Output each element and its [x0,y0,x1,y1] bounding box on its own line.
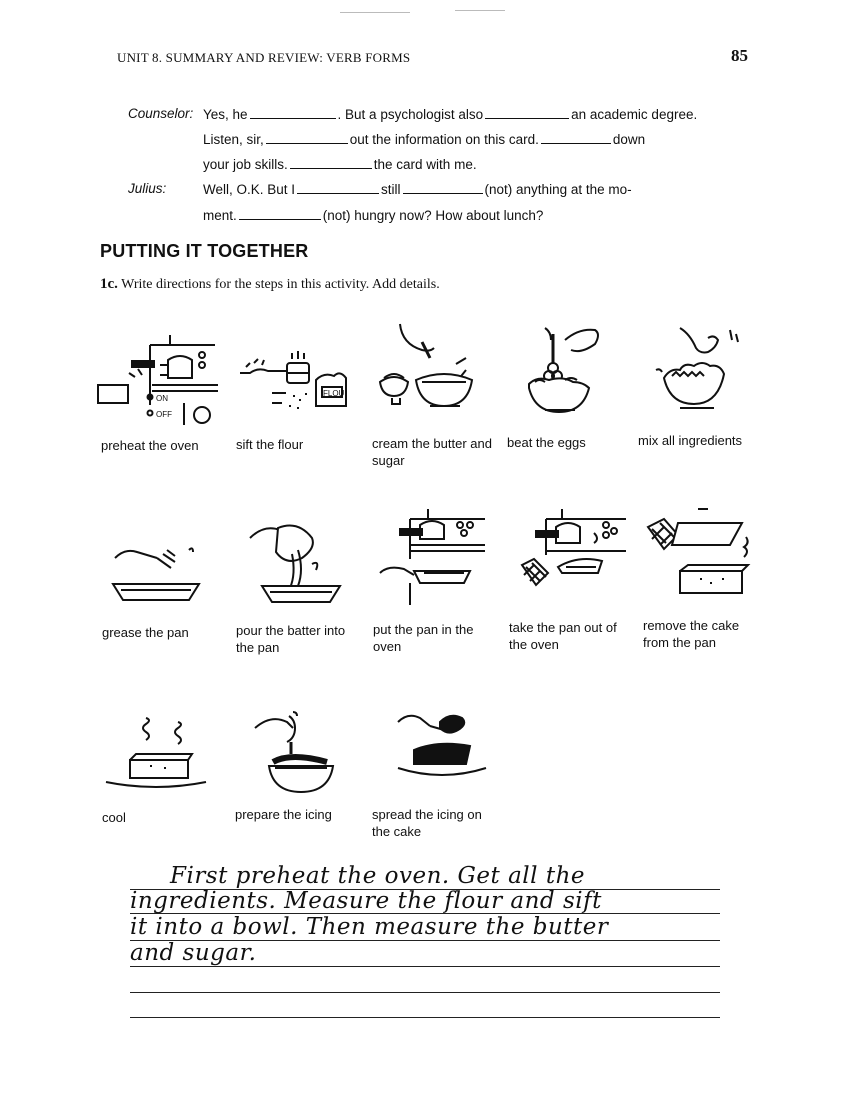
dialogue-line-1 [203,106,697,122]
steaming-cake-icon [100,712,210,792]
text: ment. [203,208,237,223]
blank [290,156,372,169]
step-caption: beat the eggs [507,435,586,450]
step-caption: put the pan in the oven [373,622,474,654]
speaker-counselor: Counselor: [128,106,194,121]
handwritten-answer-line-1: First preheat the oven. Get all the [170,863,585,889]
pouring-bowl-icon [240,520,350,610]
text: Yes, he [203,107,248,122]
cake-icon [640,505,760,605]
text: Listen, sir, [203,132,264,147]
dialogue-line-5 [203,207,543,223]
step-caption: spread the icing on the cake [372,807,482,839]
mixing-bowl-icon [372,320,482,415]
scan-mark [340,12,410,13]
text: out the information on this card. [349,132,539,147]
text: Well, O.K. But I [203,182,296,197]
step-caption: sift the flour [236,437,304,452]
blank [266,131,348,144]
oven-on-label: ON [156,394,168,403]
exercise-number: 1c. [100,276,118,292]
text: still [381,182,401,197]
oven-off-label: OFF [156,410,172,419]
page-number: 85 [731,46,748,65]
exercise-instructions [100,276,440,293]
text: . But a psychologist also [337,107,484,122]
speaker-julius: Julius: [128,181,167,196]
handwritten-answer-line-3: it into a bowl. Then measure the butter [130,914,609,940]
blank [403,181,483,194]
oven-icon [90,325,220,430]
step-caption: preheat the oven [101,438,199,453]
scan-mark [455,10,505,11]
dialogue-line-3 [203,156,477,172]
sifter-icon [232,345,362,425]
blank [239,207,321,220]
step-caption: cream the butter and sugar [372,436,492,468]
blank [541,131,611,144]
flour-bag-label: FLOU [323,389,345,398]
blank [250,106,336,119]
step-caption: take the pan out of the oven [509,620,617,652]
unit-title: UNIT 8. SUMMARY AND REVIEW: VERB FORMS [117,50,411,65]
step-caption: remove the cake from the pan [643,618,740,650]
handwritten-answer-line-2: ingredients. Measure the flour and sift [130,888,602,914]
spatula-icon [392,708,492,788]
step-caption: mix all ingredients [638,433,743,448]
dialogue-line-4 [203,181,632,197]
dialogue-line-2 [203,131,645,147]
writing-line [130,1017,720,1018]
step-caption: cool [102,810,126,825]
step-caption: pour the batter into the pan [236,623,346,655]
text: your job skills. [203,157,288,172]
egg-beater-icon [515,320,615,415]
handwritten-answer-line-4: and sugar. [130,940,257,966]
text: (not) anything at the mo- [484,182,632,197]
pan-icon [105,540,215,610]
writing-line [130,992,720,993]
text: (not) hungry now? How about lunch? [322,208,544,223]
instructions-text: Write directions for the steps in this activity. Add details. [121,277,440,292]
blank [485,106,569,119]
mixing-bowl-icon [652,320,752,415]
blank [297,181,379,194]
text: down [612,132,646,147]
step-caption: grease the pan [102,625,189,640]
text: an academic degree. [571,107,698,122]
oven-mitt-icon [510,505,630,605]
section-title: PUTTING IT TOGETHER [100,241,309,261]
oven-icon [370,505,490,610]
step-caption: prepare the icing [235,807,332,822]
icing-bowl-icon [245,708,355,798]
text: the card with me. [373,157,477,172]
writing-line [130,966,720,967]
